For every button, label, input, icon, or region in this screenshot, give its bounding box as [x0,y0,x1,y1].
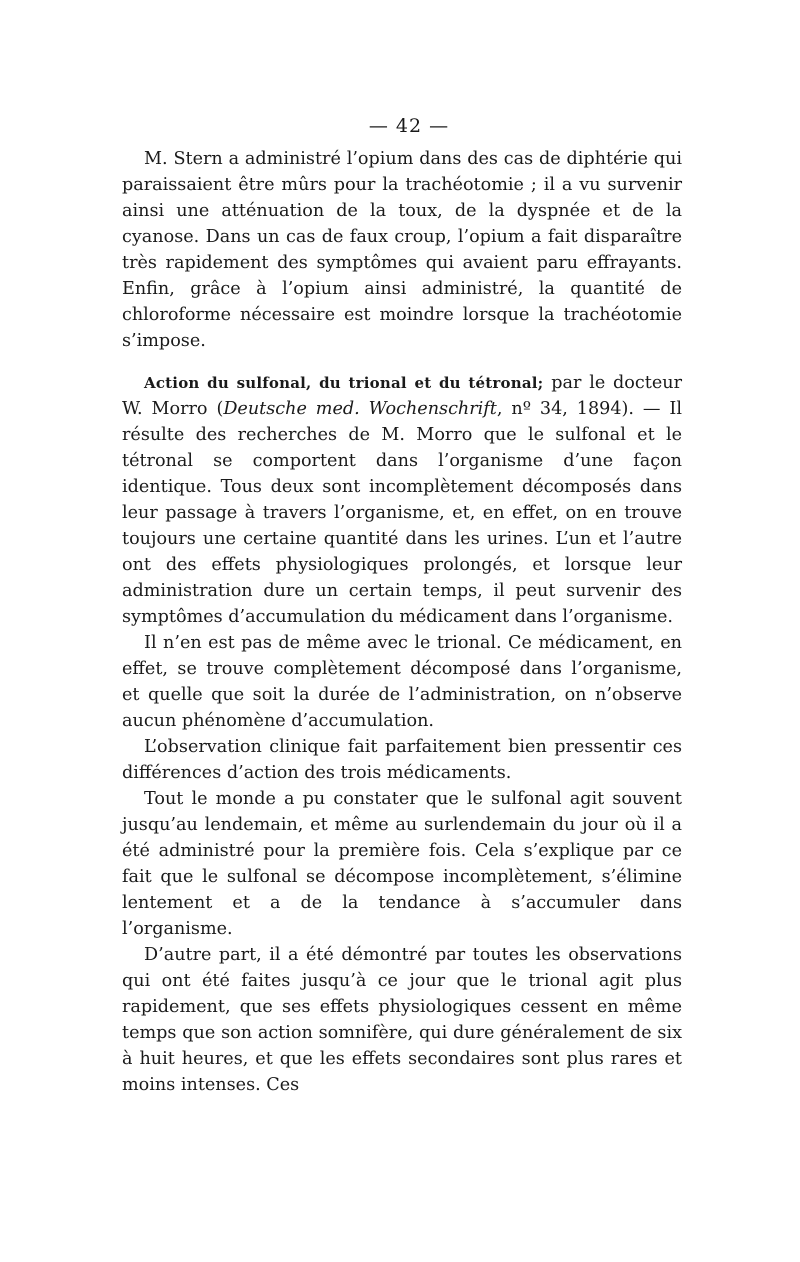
page-number: — 42 — [368,115,450,137]
citation-and-body: , nº 34, 1894). — Il résulte des recherches de M. Morro que le sulfonal et le tétronal se comportent dans l’organisme d’une façon identique. Tous deux sont incomplètement décomposés dans leur passage à travers l’organisme, et, en effet, on en trouve toujours une certaine quantité dans les urines. L’un et l’autre ont des effets physiologiques prolongés, et lorsque leur administration dure un certain temps, il peut survenir des symptômes d’accumulation du médicament dans l’organisme. [122,399,683,627]
body-paragraph-sulfonal: Tout le monde a pu constater que le sulfonal agit souvent jusqu’au lendemain, et même au surlendemain du jour où il a été administré pour la première fois. Cela s’explique par ce fait que le sulfonal se décompose incomplètement, s’élimine lentement et a de la tendance à s’accumuler dans l’organisme. [122,789,682,939]
body-paragraph-clinical-observation: L’observation clinique fait parfaitement bien pressentir ces différences d’action des trois médicaments. [122,737,682,783]
author-prefix: par le docteur W. Morro ( [122,373,682,419]
section-lead-paragraph [122,370,682,630]
journal-title: Deutsche med. Wochenschrift [223,399,497,419]
body-paragraph-trional: Il n’en est pas de même avec le trional. Ce médicament, en effet, se trouve complètement décomposé dans l’organisme, et quelle que soit la durée de l’administration, on n’observe aucun phénomène d’accumulation. [122,633,682,731]
section-gap [122,354,682,370]
book-page [122,112,682,1098]
section-heading: Action du sulfonal, du trional et du tétronal; [144,374,544,392]
intro-paragraph: M. Stern a administré l’opium dans des cas de diphtérie qui paraissaient être mûrs pour la trachéotomie ; il a vu survenir ainsi une atténuation de la toux, de la dyspnée et de la cyanose. Dans un cas de faux croup, l’opium a fait disparaître très rapidement des symptômes qui avaient paru effrayants. Enfin, grâce à l’opium ainsi administré, la quantité de chloroforme nécessaire est moindre lorsque la trachéotomie s’impose. [122,149,682,351]
body-paragraph-trional-effects: D’autre part, il a été démontré par toutes les observations qui ont été faites jusqu’à ce jour que le trional agit plus rapidement, que ses effets physiologiques cessent en même temps que son action somnifère, qui dure généralement de six à huit heures, et que les effets secondaires sont plus rares et moins intenses. Ces [122,945,682,1095]
